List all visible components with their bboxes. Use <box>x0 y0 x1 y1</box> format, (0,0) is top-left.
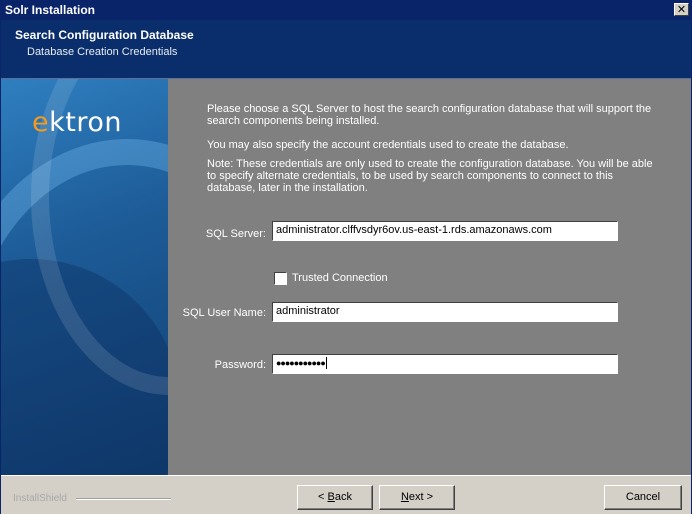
close-button[interactable] <box>674 3 689 16</box>
brand-side-panel <box>1 79 168 475</box>
sql-user-input[interactable]: administrator <box>272 302 618 322</box>
sql-user-label: SQL User Name: <box>182 307 266 319</box>
ektron-logo: ektron <box>32 107 122 138</box>
trusted-connection-label[interactable]: Trusted Connection <box>292 272 388 284</box>
note-text: Note: These credentials are only used to create the configuration database. You will be able to specify alternate credentials, to be used by search components to connect to this database, later in the installation. <box>207 158 653 194</box>
trusted-connection-checkbox[interactable] <box>274 272 287 285</box>
close-icon: ✕ <box>676 4 687 16</box>
sql-server-input[interactable]: administrator.clffvsdyr6ov.us-east-1.rds.amazonaws.com <box>272 221 618 241</box>
cancel-button[interactable]: Cancel <box>604 485 682 510</box>
wizard-content <box>168 79 691 475</box>
password-mask: ●●●●●●●●●●● <box>276 358 325 368</box>
window-title: Solr Installation <box>5 3 96 17</box>
intro-text: Please choose a SQL Server to host the search configuration database that will support the search components being installed. <box>207 103 652 127</box>
credentials-text: You may also specify the account credentials used to create the database. <box>207 139 569 151</box>
password-label: Password: <box>214 359 266 371</box>
wizard-header <box>1 20 691 79</box>
page-title: Search Configuration Database <box>15 28 194 42</box>
text-caret <box>326 357 327 369</box>
sql-server-label: SQL Server: <box>205 228 266 240</box>
footer-divider <box>76 498 171 500</box>
title-bar <box>1 1 691 20</box>
wizard-footer <box>1 475 691 514</box>
next-button[interactable]: Next > <box>379 485 455 510</box>
password-input[interactable] <box>272 354 618 374</box>
back-button[interactable]: < Back <box>297 485 373 510</box>
installshield-brand: InstallShield <box>13 493 67 504</box>
page-subtitle: Database Creation Credentials <box>27 46 178 58</box>
